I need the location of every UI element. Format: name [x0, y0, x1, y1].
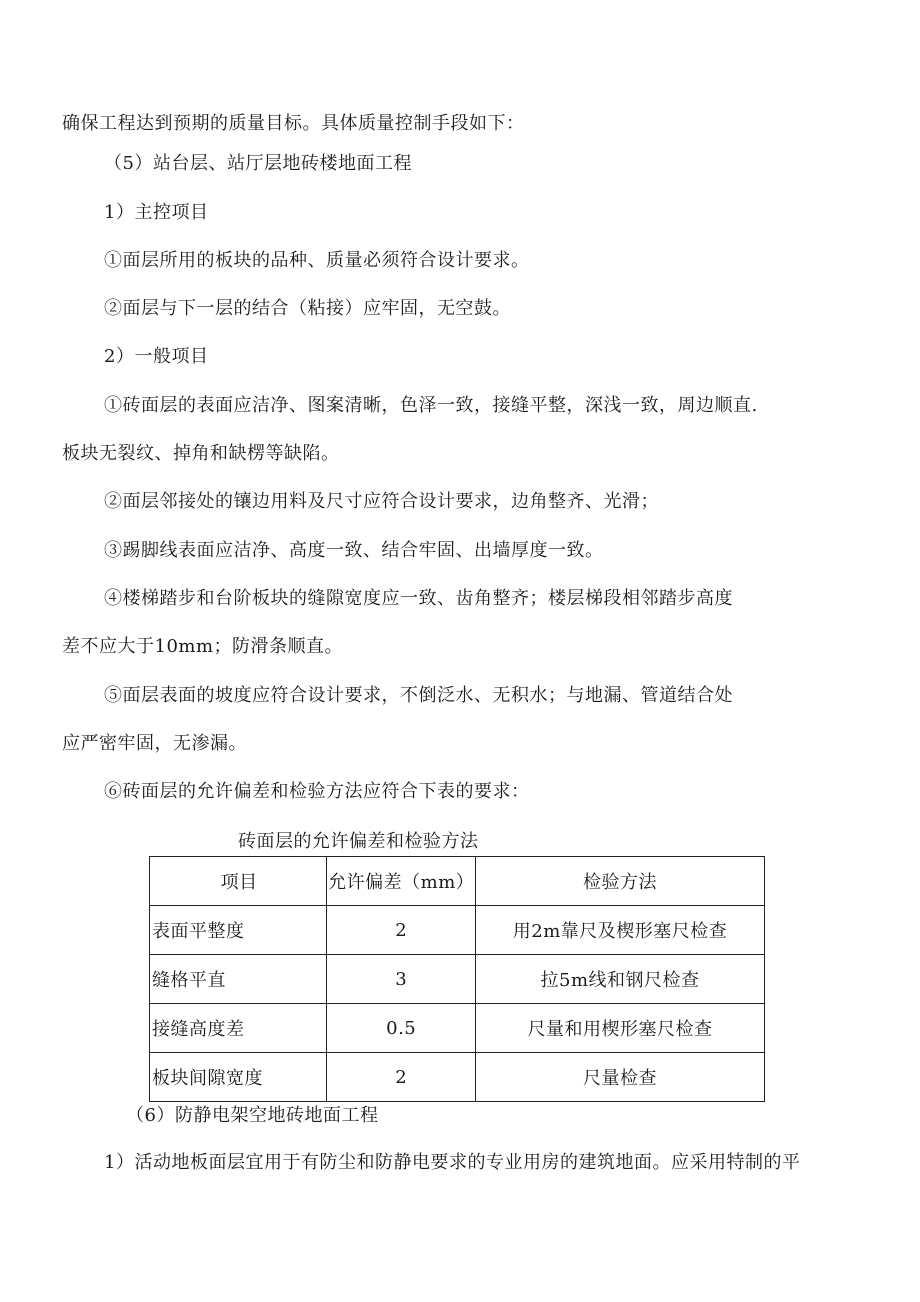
table-row	[150, 906, 765, 955]
table-cell: 尺量检查	[476, 1053, 765, 1102]
table-row	[150, 1004, 765, 1053]
paragraph: 差不应大于10mm；防滑条顺直。	[62, 636, 344, 657]
paragraph: ①砖面层的表面应洁净、图案清晰，色泽一致，接缝平整，深浅一致，周边顺直.	[104, 395, 758, 416]
column-header: 检验方法	[476, 857, 765, 906]
column-header: 项目	[150, 857, 327, 906]
table-header-row	[150, 857, 765, 906]
section-heading: （6）防静电架空地砖地面工程	[126, 1105, 379, 1126]
subsection-heading: 1）主控项目	[104, 202, 209, 223]
table-row	[150, 1053, 765, 1102]
table-cell: 2	[327, 1053, 476, 1102]
table-cell: 表面平整度	[150, 906, 327, 955]
table-cell: 0.5	[327, 1004, 476, 1053]
table-cell: 用2m靠尺及楔形塞尺检查	[476, 906, 765, 955]
table-cell: 拉5m线和钢尺检查	[476, 955, 765, 1004]
paragraph: 应严密牢固，无渗漏。	[62, 733, 247, 754]
table-cell: 板块间隙宽度	[150, 1053, 327, 1102]
paragraph: ⑥砖面层的允许偏差和检验方法应符合下表的要求：	[104, 781, 530, 802]
table-cell: 2	[327, 906, 476, 955]
column-header: 允许偏差（mm）	[327, 857, 476, 906]
paragraph: 1）活动地板面层宜用于有防尘和防静电要求的专业用房的建筑地面。应采用特制的平	[104, 1152, 801, 1173]
paragraph: ①面层所用的板块的品种、质量必须符合设计要求。	[104, 250, 530, 271]
deviation-table	[149, 856, 765, 1102]
table-caption: 砖面层的允许偏差和检验方法	[238, 831, 479, 852]
table-cell: 缝格平直	[150, 955, 327, 1004]
paragraph: ②面层邻接处的镶边用料及尺寸应符合设计要求，边角整齐、光滑；	[104, 491, 659, 512]
paragraph: ④楼梯踏步和台阶板块的缝隙宽度应一致、齿角整齐；楼层梯段相邻踏步高度	[104, 588, 733, 609]
paragraph: 确保工程达到预期的质量目标。具体质量控制手段如下：	[62, 113, 525, 134]
paragraph: 板块无裂纹、掉角和缺楞等缺陷。	[62, 443, 340, 464]
table-cell: 3	[327, 955, 476, 1004]
table-cell: 接缝高度差	[150, 1004, 327, 1053]
paragraph: ②面层与下一层的结合（粘接）应牢固，无空鼓。	[104, 298, 511, 319]
paragraph: ③踢脚线表面应洁净、高度一致、结合牢固、出墙厚度一致。	[104, 540, 604, 561]
table-row	[150, 955, 765, 1004]
subsection-heading: 2）一般项目	[104, 346, 209, 367]
paragraph: ⑤面层表面的坡度应符合设计要求，不倒泛水、无积水；与地漏、管道结合处	[104, 685, 733, 706]
section-heading: （5）站台层、站厅层地砖楼地面工程	[104, 153, 412, 174]
table-cell: 尺量和用楔形塞尺检查	[476, 1004, 765, 1053]
